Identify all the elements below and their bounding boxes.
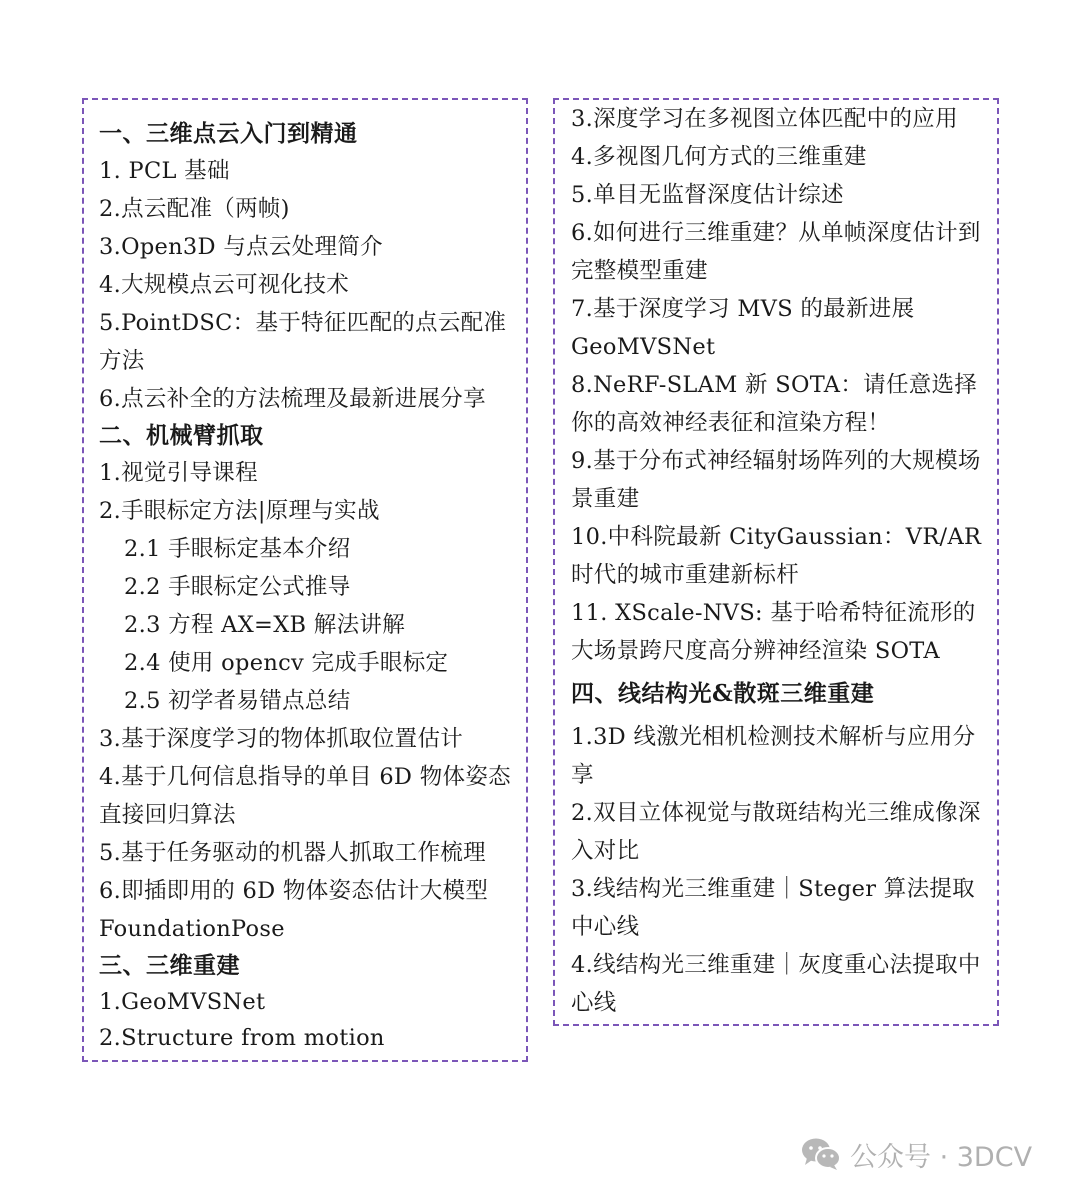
list-item: 3.线结构光三维重建｜Steger 算法提取中心线 [571,876,975,940]
list-item: 3.Open3D 与点云处理简介 [99,234,383,260]
list-item: 5.基于任务驱动的机器人抓取工作梳理 [99,840,486,866]
sub-list-item: 2.4 使用 opencv 完成手眼标定 [124,650,449,676]
list-item: 1.GeoMVSNet [99,989,266,1015]
sub-list-item: 2.1 手眼标定基本介绍 [124,536,351,562]
sub-list-item: 2.3 方程 AX=XB 解法讲解 [124,612,406,638]
sub-list-item: 2.2 手眼标定公式推导 [124,574,351,600]
list-item: 8.NeRF-SLAM 新 SOTA：请任意选择你的高效神经表征和渲染方程！ [571,372,978,436]
list-item: 2.手眼标定方法|原理与实战 [99,498,380,524]
list-item: 4.线结构光三维重建｜灰度重心法提取中心线 [571,952,981,1016]
list-item: 2.Structure from motion [99,1025,385,1051]
list-item: 5.单目无监督深度估计综述 [571,182,844,208]
list-item: 3.基于深度学习的物体抓取位置估计 [99,726,464,752]
list-item: 1. PCL 基础 [99,158,230,184]
list-item: 1.视觉引导课程 [99,460,258,486]
section-heading-point-cloud: 一、三维点云入门到精通 [99,120,358,147]
sub-list-item: 2.5 初学者易错点总结 [124,688,351,714]
right-column-box [553,98,999,1026]
list-item: 4.多视图几何方式的三维重建 [571,144,867,170]
list-item: 2.点云配准（两帧) [99,196,290,222]
list-item: 9.基于分布式神经辐射场阵列的大规模场景重建 [571,448,981,512]
wechat-icon [800,1136,842,1172]
list-item: 11. XScale-NVS: 基于哈希特征流形的大场景跨尺度高分辨神经渲染 SOTA [571,600,976,664]
section-heading-structured-light: 四、线结构光&散斑三维重建 [571,680,875,707]
list-item: 5.PointDSC：基于特征匹配的点云配准方法 [99,310,507,374]
list-item: 7.基于深度学习 MVS 的最新进展 GeoMVSNet [571,296,915,360]
list-item: 6.即插即用的 6D 物体姿态估计大模型 FoundationPose [99,878,489,942]
list-item: 4.基于几何信息指导的单目 6D 物体姿态直接回归算法 [99,764,511,828]
list-item: 6.点云补全的方法梳理及最新进展分享 [99,386,486,412]
list-item: 1.3D 线激光相机检测技术解析与应用分享 [571,724,976,788]
list-item: 3.深度学习在多视图立体匹配中的应用 [571,106,958,132]
list-item: 4.大规模点云可视化技术 [99,272,350,298]
section-heading-3d-reconstruction: 三、三维重建 [99,952,240,979]
left-column-box [82,98,528,1062]
list-item: 2.双目立体视觉与散斑结构光三维成像深入对比 [571,800,981,864]
list-item: 10.中科院最新 CityGaussian：VR/AR 时代的城市重建新标杆 [571,524,982,588]
watermark [800,1132,1032,1176]
section-heading-robot-grasping: 二、机械臂抓取 [99,422,264,449]
watermark-text: 公众号 · 3DCV [850,1141,1033,1173]
list-item: 6.如何进行三维重建？从单帧深度估计到完整模型重建 [571,220,981,284]
